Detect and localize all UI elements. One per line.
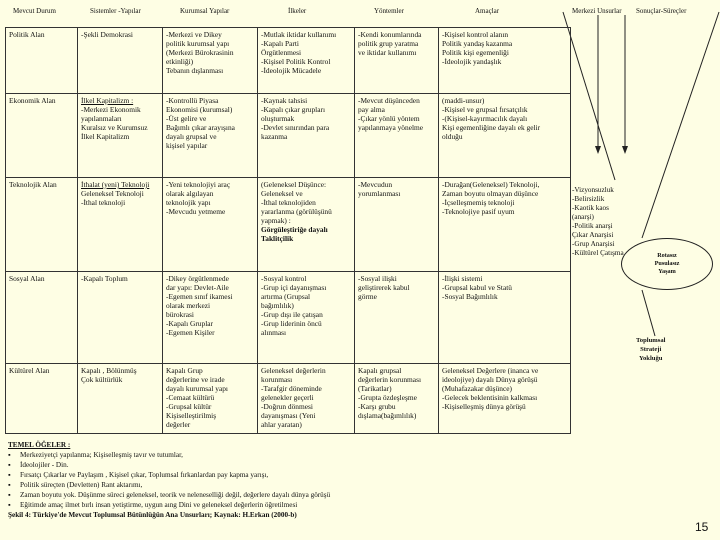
table-cell xyxy=(258,364,355,434)
table-cell xyxy=(439,28,571,94)
strategy-line: Strateji xyxy=(640,346,662,353)
cell-line: Örgütlenmesi xyxy=(261,48,302,57)
cell-line: -Mevcut düşünceden xyxy=(358,96,420,105)
cell-line: -Kişisel kontrol alanın xyxy=(442,30,509,39)
header-col-5: Yöntemler xyxy=(374,7,404,15)
cell-line: -Doğrun dönmesi xyxy=(261,402,313,411)
cell-line: ideolojiye) dayalı Dünya görüşü xyxy=(442,375,538,384)
cell-line: İthalat (yeni) Teknoloji xyxy=(81,180,150,189)
note-item xyxy=(8,460,330,470)
cell-line: -Kontrollü Piyasa xyxy=(166,96,219,105)
cell-line: -Kapalı Gruplar xyxy=(166,319,213,328)
note-item xyxy=(8,480,330,490)
cell-line: (Muhafazakar düşünce) xyxy=(442,384,512,393)
cell-line: -Egemen sınıf ikamesi xyxy=(166,292,233,301)
cell-line: -Grupsal kültür xyxy=(166,402,212,411)
note-text: Politik süreçten (Devletten) Rant aktarımı, xyxy=(20,481,143,489)
cell-line: politik grup yaratma xyxy=(358,39,419,48)
table-cell xyxy=(355,364,439,434)
note-text: Fırsatçı Çıkarlar ve Paylaşım , Kişisel çıkar, Toplumsal fırkanlardan pay kapma yarışı, xyxy=(20,471,269,479)
cell-line: -Kapalı çıkar grupları xyxy=(261,105,326,114)
cell-line: bağımlılık) xyxy=(261,301,294,310)
table-row xyxy=(6,272,571,364)
cell-line: -(Kişisel-kayırmacılık dayalı xyxy=(442,114,528,123)
circle-line: Yaşam xyxy=(658,268,676,275)
cell-line: olduğu xyxy=(442,132,463,141)
cell-line: (Geleneksel Düşünce: xyxy=(261,180,327,189)
cell-line: Geleneksel değerlerin xyxy=(261,366,326,375)
cell-line: Taklitçilik xyxy=(261,234,294,243)
cell-line: dayalı kurumsal yapı xyxy=(166,384,228,393)
cell-line: yapılanmaları xyxy=(81,114,122,123)
structure-table xyxy=(5,27,571,434)
cell-line: -Grup içi dayanışması xyxy=(261,283,327,292)
cell-line: olarak merkezi xyxy=(166,301,211,310)
aimless-life-circle xyxy=(621,238,713,290)
cell-line: Politik yandaş kazanma xyxy=(442,39,513,48)
cell-line: -Kapalı Parti xyxy=(261,39,299,48)
cell-line: değerlerine ve irade xyxy=(166,375,225,384)
cell-line: -İdeolojik yandaşlık xyxy=(442,57,502,66)
header-col-7: Merkezi Unsurlar xyxy=(572,7,622,15)
table-cell xyxy=(78,28,163,94)
cell-line: -Yeni teknolojiyi araç xyxy=(166,180,231,189)
header-col-8: Sonuçlar-Süreçler xyxy=(636,7,687,15)
cell-line: dar yapı: Devlet-Aile xyxy=(166,283,229,292)
table-cell xyxy=(355,272,439,364)
cell-line: bürokrasi xyxy=(166,310,194,319)
cell-line: -Şekli Demokrasi xyxy=(81,30,133,39)
note-text: Merkeziyetçi yapılanma; Kişiselleşmiş tavır ve tutumlar, xyxy=(20,451,183,459)
cell-line: kişisel yapılar xyxy=(166,141,208,150)
header-col-1: Mevcut Durum xyxy=(13,7,56,15)
cell-line: Kişiselleştirilmiş xyxy=(166,411,217,420)
cell-line: Geleneksel ve xyxy=(261,189,303,198)
bullet-icon: ▪ xyxy=(8,471,11,479)
note-item xyxy=(8,490,330,500)
bullet-icon: ▪ xyxy=(8,501,11,509)
cell-line: -Teknolojiye pasif uyum xyxy=(442,207,515,216)
cell-line: -Üst gelire ve xyxy=(166,114,207,123)
cell-line: kazanma xyxy=(261,132,288,141)
cell-line: -Kişiselleşmiş dünya görüşü xyxy=(442,402,526,411)
note-item xyxy=(8,500,330,510)
cell-line: yorumlanması xyxy=(358,189,401,198)
cell-line: Politik kişi egemenliği xyxy=(442,48,509,57)
cell-line: -Merkezi ve Dikey xyxy=(166,30,222,39)
cell-line: geliştirerek kabul xyxy=(358,283,410,292)
cell-line: yapmak) : xyxy=(261,216,291,225)
cell-line: -İçselleşmemiş teknoloji xyxy=(442,198,515,207)
table-cell xyxy=(163,178,258,272)
outcome-item: -Kültürel Çatışma xyxy=(572,249,624,257)
page-number: 15 xyxy=(695,520,709,534)
table-cell xyxy=(258,94,355,178)
table-cell xyxy=(258,28,355,94)
table-cell xyxy=(258,178,355,272)
cell-line: Kapalı , Bölünmüş xyxy=(81,366,137,375)
cell-line: -İdeolojik Mücadele xyxy=(261,66,322,75)
cell-line: -Gelecek beklentisinin kalkması xyxy=(442,393,538,402)
note-item xyxy=(8,450,330,460)
cell-line: İlkel Kapitalizm : xyxy=(81,96,134,105)
circle-line: Rotasız xyxy=(657,252,677,259)
outcome-item: (anarşi) xyxy=(572,213,594,221)
strategy-line: Toplumsal xyxy=(636,337,666,344)
cell-line: (Tarikatlar) xyxy=(358,384,392,393)
cell-line: dışlama(bağımlılık) xyxy=(358,411,417,420)
cell-line: artırma (Grupsal xyxy=(261,292,311,301)
cell-line: -Grupsal kabul ve Statü xyxy=(442,283,512,292)
cell-line: (maddi-unsur) xyxy=(442,96,485,105)
cell-line: Bağımlı çıkar arayışına xyxy=(166,123,235,132)
cell-line: -Dikey örgütlenmede xyxy=(166,274,229,283)
cell-line: değerlerin korunması xyxy=(358,375,422,384)
cell-line: -Kaynak tahsisi xyxy=(261,96,308,105)
cell-line: -Çıkar yönlü yöntem xyxy=(358,114,420,123)
table-cell xyxy=(163,272,258,364)
cell-line: -Sosyal ilişki xyxy=(358,274,397,283)
cell-line: Kişi egemenliğine dayalı ek gelir xyxy=(442,123,541,132)
cell-line: yararlanma (görülüşünü xyxy=(261,207,332,216)
table-cell xyxy=(258,272,355,364)
table-cell xyxy=(78,94,163,178)
row-label: Politik Alan xyxy=(6,28,78,94)
header-col-6: Amaçlar xyxy=(475,7,500,15)
cell-line: Ekonomisi (kurumsal) xyxy=(166,105,233,114)
strategy-line: Yokluğu xyxy=(638,355,663,362)
cell-line: -Cemaat kültürü xyxy=(166,393,215,402)
cell-line: teknolojik yapı xyxy=(166,198,211,207)
table-cell xyxy=(78,272,163,364)
cell-line: görme xyxy=(358,292,377,301)
cell-line: -Karşı grubu xyxy=(358,402,396,411)
cell-line: oluşturmak xyxy=(261,114,295,123)
row-label: Kültürel Alan xyxy=(6,364,78,434)
row-label: Teknolojik Alan xyxy=(6,178,78,272)
bullet-icon: ▪ xyxy=(8,461,11,469)
outcome-item: -Politik anarşi xyxy=(572,222,613,230)
table-cell xyxy=(78,364,163,434)
cell-line: Görgüleştiriğe dayalı xyxy=(261,225,328,234)
table-cell xyxy=(439,94,571,178)
cell-line: -Kendi konumlarında xyxy=(358,30,422,39)
cell-line: dayalı grupsal ve xyxy=(166,132,217,141)
table-row xyxy=(6,94,571,178)
cell-line: (Merkezi Bürokrasinin xyxy=(166,48,234,57)
note-text: Zaman boyutu yok. Düşünme süreci geleneksel, teorik ve neleneselliği değil, değerlere dayalı dünya görüşü xyxy=(20,491,331,499)
cell-line: İlkel Kapitalizm xyxy=(81,132,130,141)
table-cell xyxy=(355,178,439,272)
cell-line: -Mevcudu yetmeme xyxy=(166,207,226,216)
strategy-label xyxy=(636,336,665,363)
notes-title: TEMEL ÖĞELER : xyxy=(8,441,71,449)
table-row xyxy=(6,178,571,272)
cell-line: olarak algılayan xyxy=(166,189,214,198)
cell-line: Kapalı grupsal xyxy=(358,366,402,375)
cell-line: -İlişki sistemi xyxy=(442,274,483,283)
header-col-2: Sistemler -Yapılar xyxy=(90,7,141,15)
cell-line: Tebanın dışlanması xyxy=(166,66,224,75)
table-cell xyxy=(439,178,571,272)
cell-line: alınması xyxy=(261,328,287,337)
figure-caption: Şekil 4: Türkiye'de Mevcut Toplumsal Bütünlüğün Ana Unsurları; Kaynak: H.Erkan (2000-b) xyxy=(8,511,297,519)
row-label: Sosyal Alan xyxy=(6,272,78,364)
cell-line: Zaman boyutu olmayan düşünce xyxy=(442,189,539,198)
cell-line: Geleneksel Değerlere (inanca ve xyxy=(442,366,539,375)
cell-line: -Kişisel Politik Kontrol xyxy=(261,57,331,66)
cell-line: Kapalı Grup xyxy=(166,366,203,375)
cell-line: -Durağan(Geleneksel) Teknoloji, xyxy=(442,180,540,189)
notes-list xyxy=(8,450,330,510)
cell-line: -Grup dışı ile çatışan xyxy=(261,310,323,319)
cell-line: ahlar yaratan) xyxy=(261,420,302,429)
outcome-item: -Belirsizlik xyxy=(572,195,605,203)
cell-line: değerler xyxy=(166,420,191,429)
table-row xyxy=(6,364,571,434)
table-cell xyxy=(163,28,258,94)
note-item xyxy=(8,470,330,480)
table-cell xyxy=(355,28,439,94)
cell-line: Geleneksel Teknoloji xyxy=(81,189,144,198)
cell-line: -Devlet sınırından para xyxy=(261,123,330,132)
cell-line: -Kapalı Toplum xyxy=(81,274,128,283)
outcome-list xyxy=(572,186,624,258)
cell-line: dayanışması (Yeni xyxy=(261,411,316,420)
table-cell xyxy=(355,94,439,178)
cell-line: etkinliği) xyxy=(166,57,194,66)
key-elements-notes xyxy=(8,440,330,520)
row-label: Ekonomik Alan xyxy=(6,94,78,178)
cell-line: pay alma xyxy=(358,105,385,114)
header-col-3: Kurumsal Yapılar xyxy=(180,7,230,15)
outcome-item: -Vizyonsuzluk xyxy=(572,186,614,194)
outcome-item: -Kaotik kaos xyxy=(572,204,609,212)
outcome-item: Çıkar Anarşisi xyxy=(572,231,614,239)
cell-line: ve iktidar kullanımı xyxy=(358,48,417,57)
table-cell xyxy=(163,94,258,178)
cell-line: -İthal teknoloji xyxy=(81,198,126,207)
note-text: Eğitimde amaç ilmet bırlı insan yetiştirme, uygun aıng Dini ve geleneksel değerlerin öğretilmesi xyxy=(20,501,298,509)
cell-line: -Sosyal kontrol xyxy=(261,274,307,283)
cell-line: -Mutlak iktidar kullanımı xyxy=(261,30,337,39)
header-col-4: İlkeler xyxy=(288,7,307,15)
note-text: İdeolojiler - Din. xyxy=(20,461,69,469)
circle-line: Pusulasız xyxy=(654,260,680,267)
cell-line: Kuralsız ve Kurumsuz xyxy=(81,123,148,132)
cell-line: -Kişisel ve grupsal fırsatçılık xyxy=(442,105,528,114)
cell-line: -Mevcudun xyxy=(358,180,393,189)
cell-line: korunması xyxy=(261,375,293,384)
table-cell xyxy=(78,178,163,272)
bullet-icon: ▪ xyxy=(8,491,11,499)
outcome-item: -Grup Anarşisi xyxy=(572,240,615,248)
table-cell xyxy=(439,272,571,364)
bullet-icon: ▪ xyxy=(8,451,11,459)
cell-line: gelenekler geçerli xyxy=(261,393,314,402)
cell-line: -Grupta özdeşleşme xyxy=(358,393,417,402)
cell-line: -İthal teknolojiden xyxy=(261,198,316,207)
table-row xyxy=(6,28,571,94)
table-cell xyxy=(439,364,571,434)
cell-line: -Grup liderinin öncü xyxy=(261,319,322,328)
table-cell xyxy=(163,364,258,434)
cell-line: Çok kültürlük xyxy=(81,375,123,384)
cell-line: politik kurumsal yapı xyxy=(166,39,230,48)
cell-line: yapılanmaya yönelme xyxy=(358,123,424,132)
cell-line: -Sosyal Bağımlılık xyxy=(442,292,498,301)
cell-line: -Merkezi Ekonomik xyxy=(81,105,141,114)
cell-line: -Tarafgir döneminde xyxy=(261,384,322,393)
cell-line: -Egemen Kişiler xyxy=(166,328,215,337)
bullet-icon: ▪ xyxy=(8,481,11,489)
